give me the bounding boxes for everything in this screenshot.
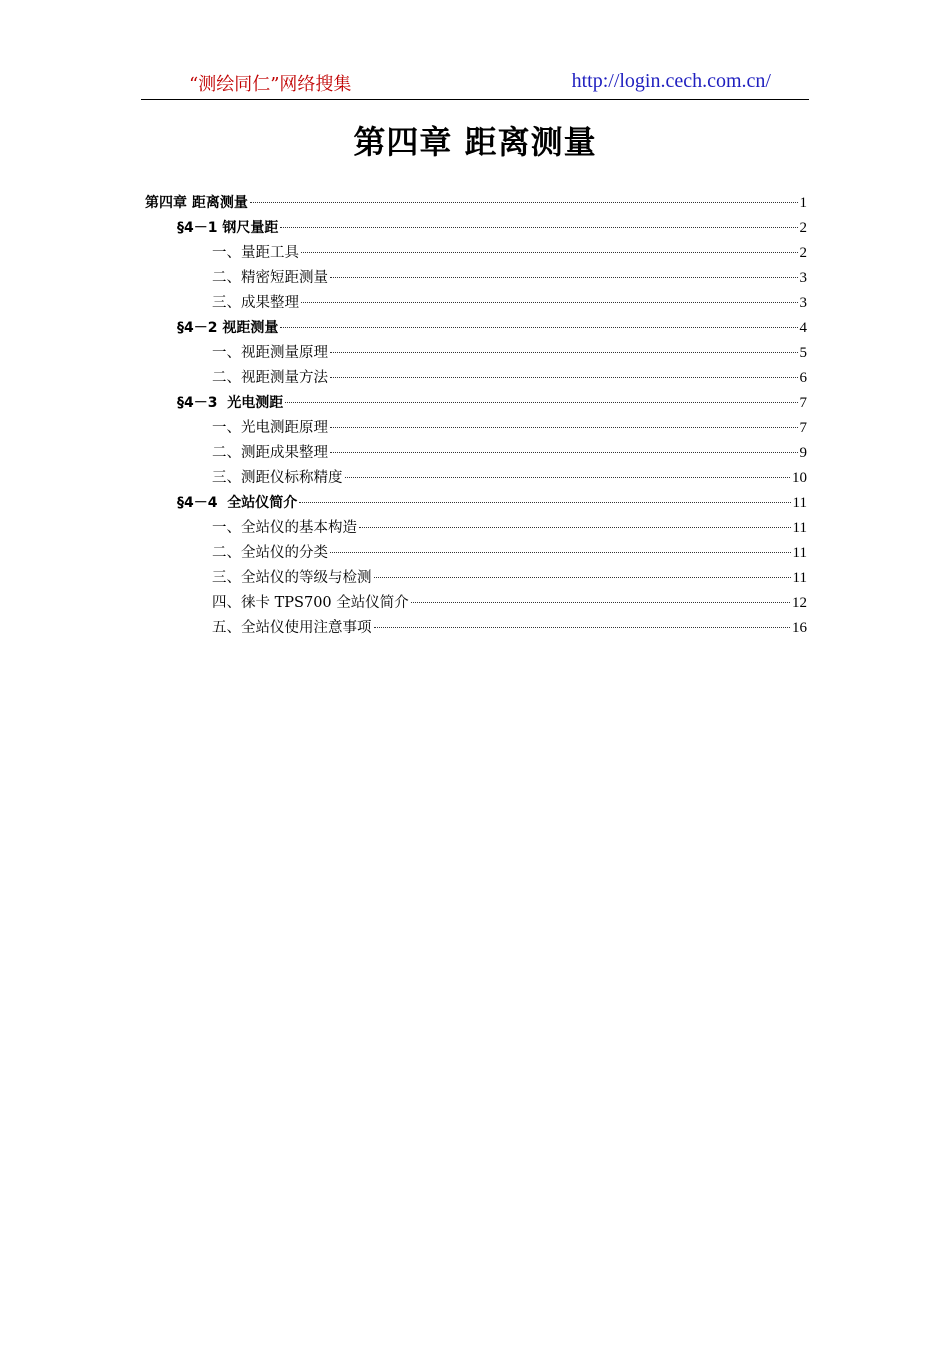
toc-entry-label: 二、视距测量方法 [212, 370, 328, 386]
toc-entry-page: 11 [792, 495, 807, 511]
toc-entry-page: 10 [792, 470, 807, 486]
toc-entry-page: 11 [792, 545, 807, 561]
page-header [141, 68, 809, 100]
toc-entry-label: 四、徕卡 TPS700 全站仪简介 [212, 595, 409, 611]
toc-leader-dots [280, 327, 797, 328]
toc-entry[interactable] [145, 416, 807, 441]
page-title: 第四章 距离测量 [353, 123, 597, 161]
toc-entry-label: §4－3 光电测距 [177, 395, 284, 411]
toc-entry-label: §4－4 全站仪简介 [177, 495, 298, 511]
table-of-contents [145, 191, 807, 641]
toc-entry-label: 第四章 距离测量 [145, 195, 248, 211]
toc-leader-dots [301, 302, 798, 303]
toc-entry[interactable] [145, 466, 807, 491]
toc-leader-dots [359, 527, 791, 528]
toc-entry-label: 二、精密短距测量 [212, 270, 328, 286]
toc-entry-label: §4－1 钢尺量距 [177, 220, 279, 236]
toc-entry-page: 2 [799, 220, 807, 236]
toc-entry-page: 2 [799, 245, 807, 261]
toc-entry[interactable] [145, 616, 807, 641]
toc-entry-page: 3 [799, 270, 807, 286]
toc-entry[interactable] [145, 491, 807, 516]
toc-entry-label: 三、成果整理 [212, 295, 299, 311]
toc-entry-page: 11 [792, 520, 807, 536]
toc-entry-page: 6 [799, 370, 807, 386]
toc-entry-page: 3 [799, 295, 807, 311]
toc-leader-dots [330, 552, 791, 553]
toc-entry[interactable] [145, 591, 807, 616]
toc-entry[interactable] [145, 241, 807, 266]
toc-entry[interactable] [145, 316, 807, 341]
toc-entry[interactable] [145, 191, 807, 216]
toc-entry-page: 9 [799, 445, 807, 461]
toc-entry-page: 5 [799, 345, 807, 361]
toc-entry[interactable] [145, 391, 807, 416]
header-source-text: “测绘同仁”网络搜集 [189, 74, 352, 95]
toc-entry-label: 三、测距仪标称精度 [212, 470, 343, 486]
toc-entry-label: 五、全站仪使用注意事项 [212, 620, 372, 636]
toc-leader-dots [374, 577, 791, 578]
toc-entry-page: 7 [799, 395, 807, 411]
toc-entry[interactable] [145, 366, 807, 391]
toc-entry-label: 一、全站仪的基本构造 [212, 520, 357, 536]
toc-entry-label: 二、测距成果整理 [212, 445, 328, 461]
toc-entry-label: 二、全站仪的分类 [212, 545, 328, 561]
toc-entry-label: §4－2 视距测量 [177, 320, 279, 336]
toc-entry-page: 4 [799, 320, 807, 336]
toc-entry[interactable] [145, 541, 807, 566]
toc-entry-label: 一、量距工具 [212, 245, 299, 261]
toc-entry[interactable] [145, 516, 807, 541]
toc-leader-dots [374, 627, 791, 628]
toc-leader-dots [299, 502, 790, 503]
toc-leader-dots [330, 352, 798, 353]
toc-entry-page: 11 [792, 570, 807, 586]
toc-entry-page: 7 [799, 420, 807, 436]
toc-leader-dots [301, 252, 798, 253]
toc-entry-label: 一、光电测距原理 [212, 420, 328, 436]
toc-entry[interactable] [145, 266, 807, 291]
toc-leader-dots [330, 452, 798, 453]
toc-leader-dots [330, 277, 798, 278]
toc-entry[interactable] [145, 441, 807, 466]
toc-entry-label: 三、全站仪的等级与检测 [212, 570, 372, 586]
toc-leader-dots [411, 602, 790, 603]
toc-leader-dots [280, 227, 797, 228]
toc-entry-page: 16 [792, 620, 807, 636]
toc-entry-page: 1 [799, 195, 807, 211]
toc-entry-page: 12 [792, 595, 807, 611]
toc-leader-dots [330, 377, 798, 378]
toc-leader-dots [285, 402, 797, 403]
header-url[interactable]: http://login.cech.com.cn/ [571, 70, 771, 92]
toc-leader-dots [250, 202, 798, 203]
toc-entry[interactable] [145, 216, 807, 241]
toc-entry[interactable] [145, 341, 807, 366]
toc-leader-dots [345, 477, 791, 478]
toc-leader-dots [330, 427, 798, 428]
toc-entry-label: 一、视距测量原理 [212, 345, 328, 361]
toc-entry[interactable] [145, 291, 807, 316]
toc-entry[interactable] [145, 566, 807, 591]
